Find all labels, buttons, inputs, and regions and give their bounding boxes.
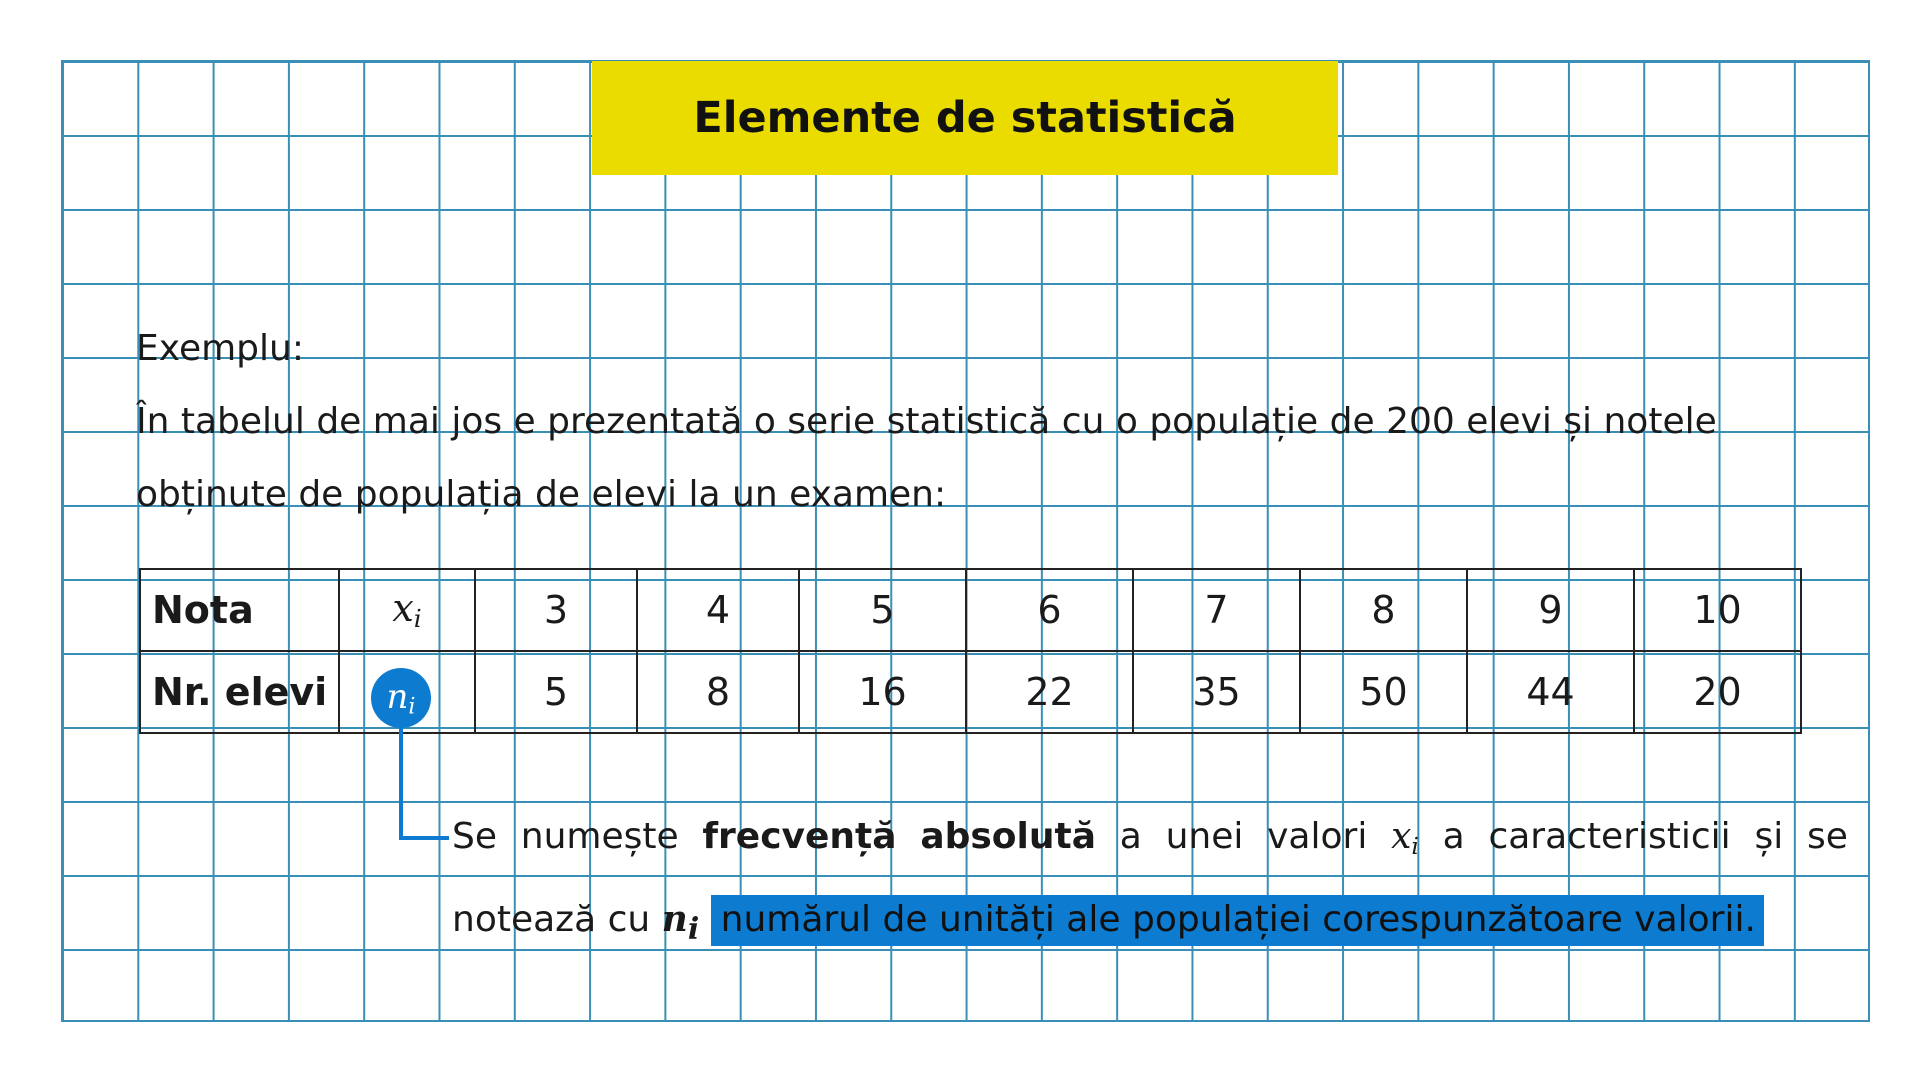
intro-line-2: obținute de populația de elevi la un examen: <box>136 474 947 515</box>
row-label-students: Nr. elevi <box>140 651 339 733</box>
symbol-xi-cell <box>339 569 475 651</box>
page-title: Elemente de statistică <box>693 93 1237 143</box>
term-frequency: frecvență <box>702 816 897 857</box>
connector-line-vertical <box>399 726 403 840</box>
definition-text <box>452 800 1848 966</box>
definition-word: unei <box>1165 816 1244 857</box>
grade-cell: 7 <box>1133 569 1300 651</box>
grade-cell: 10 <box>1634 569 1801 651</box>
symbol-xi-inline: $x_i$ <box>1391 816 1419 860</box>
symbol-ni: $n_i$ <box>386 676 416 720</box>
definition-word: a <box>1442 816 1465 857</box>
definition-word: numește <box>520 816 679 857</box>
grade-cell: 6 <box>966 569 1133 651</box>
grade-cell: 3 <box>475 569 637 651</box>
row-label-grade: Nota <box>140 569 339 651</box>
count-cell: 44 <box>1467 651 1634 733</box>
definition-word: valori <box>1267 816 1368 857</box>
count-cell: 20 <box>1634 651 1801 733</box>
symbol-ni-inline: $n_i$ <box>661 897 700 948</box>
connector-line-horizontal <box>399 836 449 840</box>
table-row-grades <box>140 569 1801 651</box>
grade-cell: 5 <box>799 569 966 651</box>
symbol-xi: $x_i$ <box>392 586 422 634</box>
example-label: Exemplu: <box>136 328 304 369</box>
definition-word: caracteristicii <box>1488 816 1731 857</box>
term-absolute: absolută <box>920 816 1097 857</box>
grade-cell: 8 <box>1300 569 1467 651</box>
title-banner <box>592 61 1338 175</box>
highlighted-definition: numărul de unități ale populației corespunzătoare valorii. <box>711 895 1764 946</box>
definition-prefix: notează cu <box>452 898 662 940</box>
count-cell: 5 <box>475 651 637 733</box>
grade-cell: 4 <box>637 569 799 651</box>
count-cell: 8 <box>637 651 799 733</box>
count-cell: 35 <box>1133 651 1300 733</box>
intro-text <box>136 312 1816 531</box>
definition-word: a <box>1119 816 1142 857</box>
count-cell: 16 <box>799 651 966 733</box>
definition-line-1 <box>452 800 1848 883</box>
count-cell: 50 <box>1300 651 1467 733</box>
definition-word: se <box>1806 816 1848 857</box>
intro-line-1: În tabelul de mai jos e prezentată o serie statistică cu o populație de 200 elevi și notele <box>136 401 1717 442</box>
definition-word: Se <box>452 816 497 857</box>
definition-word: și <box>1754 816 1784 857</box>
grade-cell: 9 <box>1467 569 1634 651</box>
definition-line-2 <box>452 883 1848 966</box>
ni-highlight-circle <box>371 668 431 728</box>
count-cell: 22 <box>966 651 1133 733</box>
